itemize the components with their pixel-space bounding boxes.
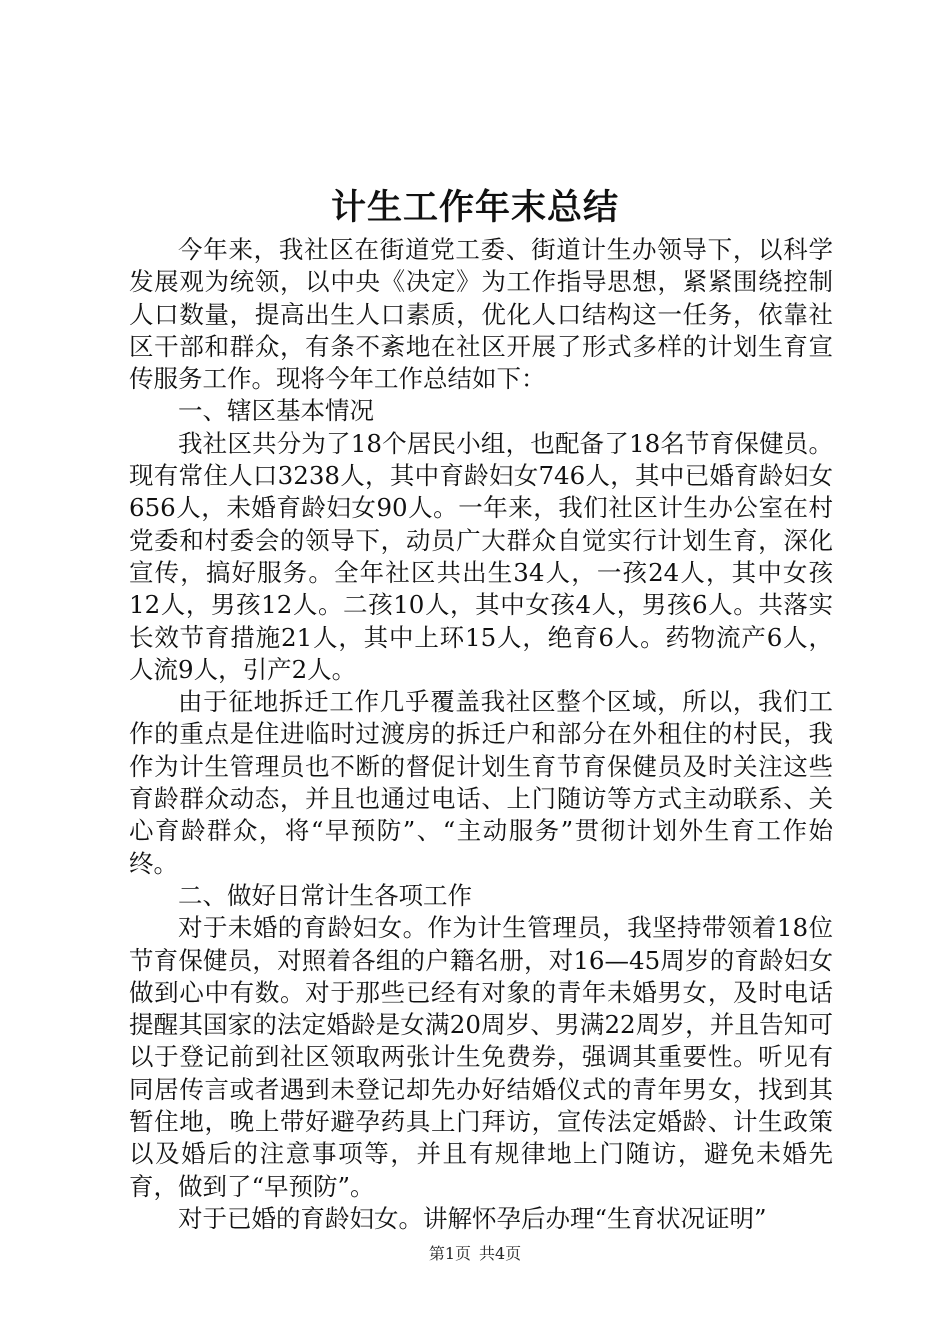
document-title: 计生工作年末总结 — [330, 188, 619, 228]
section-heading-2: 二、做好日常计生各项工作 — [178, 880, 472, 910]
paragraph-basic-info: 我社区共分为了18个居民小组，也配备了18名节育保健员。现有常住人口3238人，其中育龄妇女746人，其中已婚育龄妇女656人，未婚育龄妇女90人。一年来，我们社区计生办公室在村党委和村委会的领导下，动员广大群众自觉实行计划生育，深化宣传，搞好服务。全年社区共出生34人，一孩24人，其中女孩12人，男孩12人。二孩10人，其中女孩4人，男孩6人。共落实长效节育措施21人，其中上环15人，绝育6人。药物流产6人，人流9人，引产2人。 — [129, 428, 833, 684]
page-number: 第1页 — [428, 1244, 471, 1263]
paragraph-married: 对于已婚的育龄妇女。讲解怀孕后办理“生育状况证明” — [178, 1203, 767, 1233]
section-heading-1: 一、辖区基本情况 — [178, 396, 374, 426]
paragraph-unmarried: 对于未婚的育龄妇女。作为计生管理员，我坚持带领着18位节育保健员，对照着各组的户籍名册，对16—45周岁的育龄妇女做到心中有数。对于那些已经有对象的青年未婚男女，及时电话提醒其国家的法定婚龄是女满20周岁、男满22周岁，并且告知可以于登记前到社区领取两张计生免费券，强调其重要性。听见有同居传言或者遇到未登记却先办好结婚仪式的青年男女，找到其暂住地，晚上带好避孕药具上门拜访，宣传法定婚龄、计生政策以及婚后的注意事项等，并且有规律地上门随访，避免未婚先育，做到了“早预防”。 — [129, 913, 833, 1201]
page-footer — [0, 1243, 950, 1265]
page-total: 共4页 — [479, 1244, 522, 1263]
paragraph-relocation: 由于征地拆迁工作几乎覆盖我社区整个区域，所以，我们工作的重点是住进临时过渡房的拆迁户和部分在外租住的村民，我作为计生管理员也不断的督促计划生育节育保健员及时关注这些育龄群众动态，并且也通过电话、上门随访等方式主动联系、关心育龄群众，将“早预防”、“主动服务”贯彻计划外生育工作始终。 — [129, 687, 833, 878]
document-body — [129, 234, 833, 1235]
paragraph-intro: 今年来，我社区在街道党工委、街道计生办领导下，以科学发展观为统领，以中央《决定》为工作指导思想，紧紧围绕控制人口数量，提高出生人口素质，优化人口结构这一任务，依靠社区干部和群众，有条不紊地在社区开展了形式多样的计划生育宣传服务工作。现将今年工作总结如下： — [129, 235, 833, 394]
